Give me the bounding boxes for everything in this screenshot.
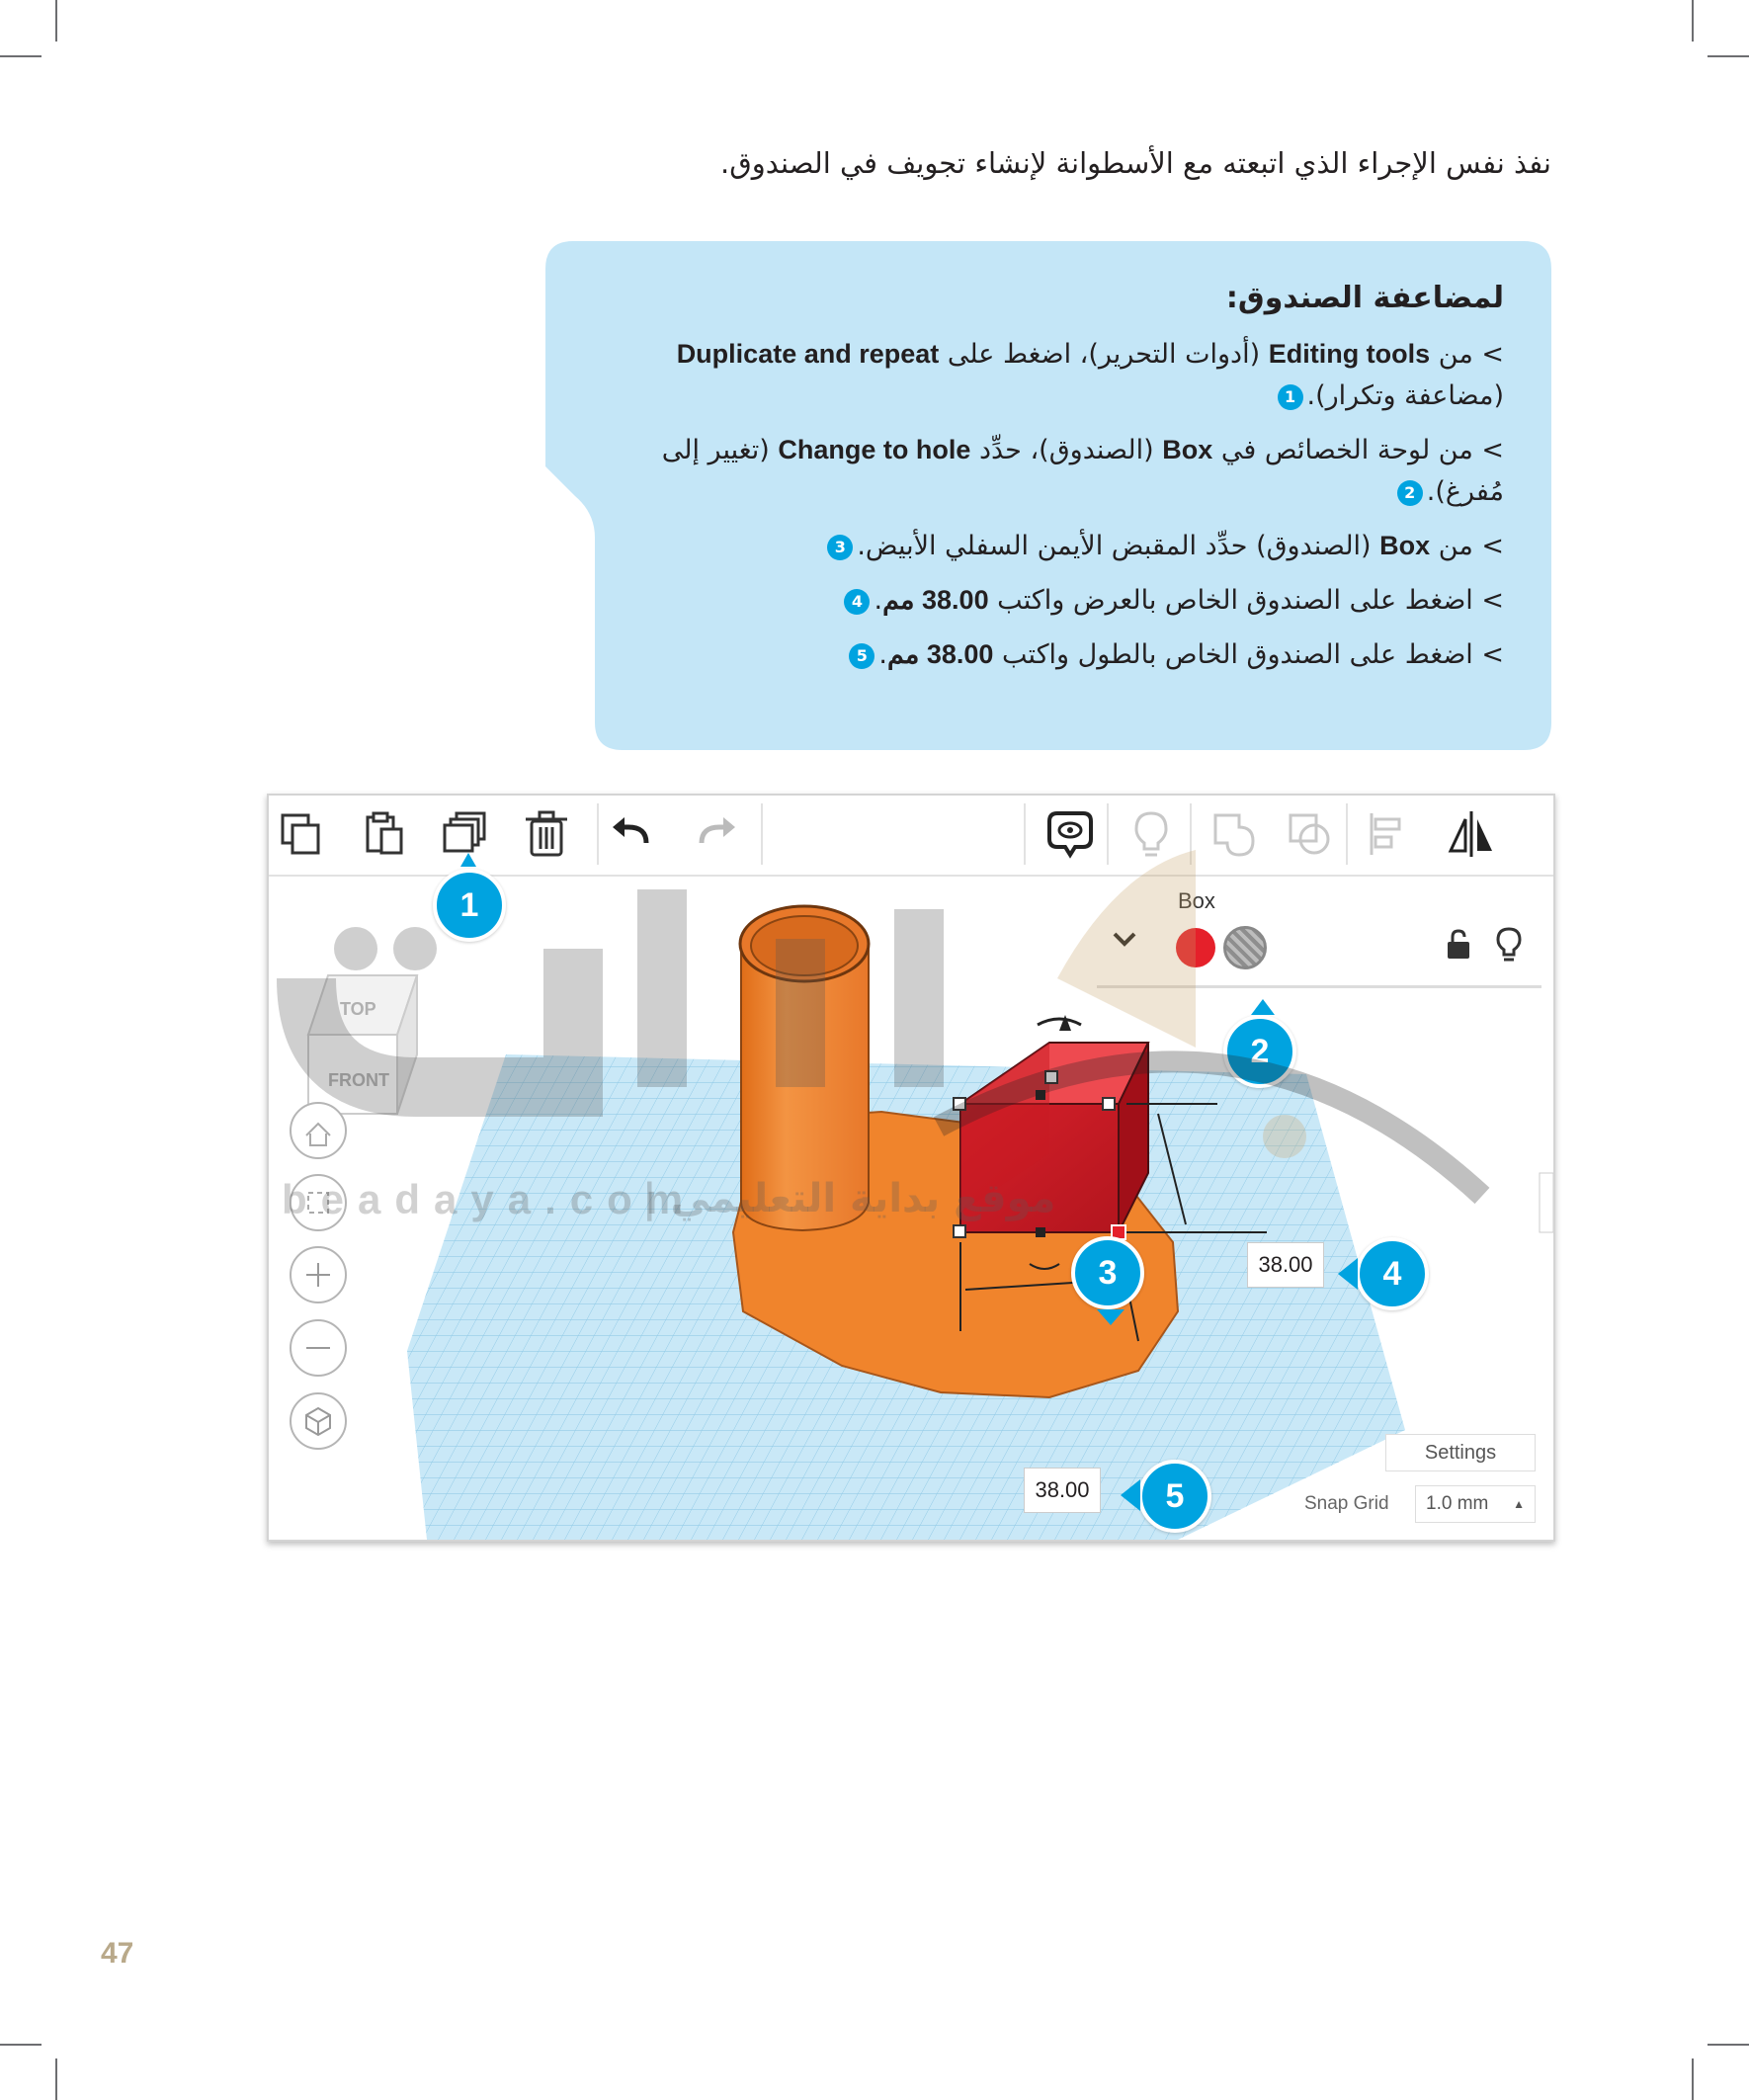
crop-mark	[55, 2058, 57, 2100]
step-text: > اضغط على الصندوق الخاص بالعرض واكتب	[988, 585, 1504, 616]
step-number-badge: 5	[849, 643, 874, 669]
instructions-callout	[545, 241, 1551, 750]
settings-button[interactable]: Settings	[1385, 1434, 1536, 1471]
step-bold-term: Duplicate and repeat	[676, 339, 940, 369]
marker-5: 5	[1138, 1460, 1211, 1533]
shape-title: Box	[1178, 888, 1215, 913]
callout-step	[634, 579, 1504, 622]
callout-title: لمضاعفة الصندوق:	[1225, 281, 1504, 315]
length-input[interactable]: 38.00	[1024, 1468, 1101, 1513]
caret-up-icon: ▲	[1513, 1497, 1525, 1511]
crop-mark	[1707, 55, 1749, 57]
step-text: (الصندوق) حدِّد المقبض الأيمن السفلي الأبيض.	[857, 531, 1380, 561]
step-number-badge: 2	[1397, 480, 1423, 506]
step-text: (الصندوق)، حدِّد	[970, 435, 1163, 465]
marker-2: 2	[1223, 1015, 1296, 1088]
step-bold-term: 38.00 مم	[886, 639, 994, 669]
step-number-badge: 4	[844, 589, 870, 615]
crop-mark	[0, 55, 42, 57]
watermark-site: موقع بداية التعليمي |	[642, 1176, 1056, 1221]
callout-step	[634, 525, 1504, 567]
marker-4: 4	[1356, 1237, 1429, 1310]
page-number: 47	[101, 1937, 134, 1970]
marker-3: 3	[1071, 1236, 1144, 1309]
step-text: > من لوحة الخصائص في	[1212, 435, 1504, 465]
step-bold-term: Editing tools	[1268, 339, 1431, 369]
step-text: > من	[1430, 531, 1504, 561]
step-text: (مضاعفة وتكرار).	[1306, 380, 1504, 411]
step-bold-term: Box	[1379, 531, 1431, 560]
step-number-badge: 3	[827, 535, 853, 560]
crop-mark	[1692, 0, 1694, 42]
crop-mark	[55, 0, 57, 42]
step-bold-term: Change to hole	[778, 435, 971, 464]
marker-1: 1	[433, 869, 506, 942]
step-text: .	[874, 585, 883, 616]
callout-content	[634, 281, 1504, 688]
step-number-badge: 1	[1278, 384, 1303, 410]
beadaya-logo-watermark	[247, 830, 1532, 1206]
step-text: > من	[1430, 339, 1504, 370]
width-input[interactable]: 38.00	[1247, 1242, 1324, 1288]
step-bold-term: 38.00 مم	[882, 585, 989, 615]
callout-step	[634, 333, 1504, 417]
step-text: (أدوات التحرير)، اضغط على	[939, 339, 1269, 370]
view-cube-front-label: FRONT	[328, 1070, 389, 1090]
intro-paragraph: نفذ نفس الإجراء الذي اتبعته مع الأسطوانة لإنشاء تجويف في الصندوق.	[720, 146, 1551, 180]
step-text: (تغيير إلى مُفرغ).	[661, 435, 1504, 507]
step-text: > اضغط على الصندوق الخاص بالطول واكتب	[993, 639, 1504, 670]
crop-mark	[1692, 2058, 1694, 2100]
callout-step	[634, 633, 1504, 676]
step-bold-term: Box	[1162, 435, 1213, 464]
steps-list	[634, 333, 1504, 676]
callout-step	[634, 429, 1504, 513]
watermark-domain: beadaya.com	[282, 1176, 698, 1222]
view-cube-top-label: TOP	[340, 999, 376, 1019]
step-text: .	[878, 639, 887, 670]
snap-grid-value: 1.0 mm	[1426, 1493, 1489, 1514]
crop-mark	[1707, 2044, 1749, 2046]
crop-mark	[0, 2044, 42, 2046]
snap-grid-label: Snap Grid	[1304, 1493, 1389, 1514]
